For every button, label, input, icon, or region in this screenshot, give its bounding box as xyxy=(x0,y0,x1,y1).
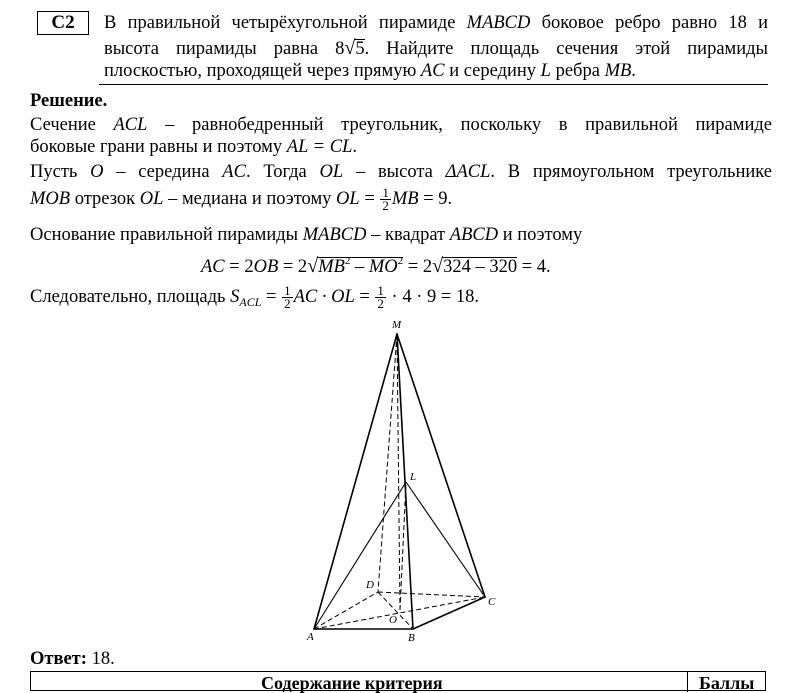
label-C: C xyxy=(488,596,496,608)
solution-heading: Решение. xyxy=(30,91,108,111)
answer: Ответ: 18. xyxy=(30,649,115,669)
median-OL-hidden xyxy=(400,482,406,610)
label-O: O xyxy=(389,614,397,626)
section-CL xyxy=(406,482,485,597)
task-line-3: плоскостью, проходящей через прямую AC и середину L ребра MB. xyxy=(104,61,636,81)
label-B: B xyxy=(408,632,415,644)
table-divider xyxy=(687,672,688,692)
edge-MC xyxy=(397,334,485,597)
label-L: L xyxy=(410,471,417,483)
task-number-badge: C2 xyxy=(37,11,89,35)
criteria-header: Содержание критерия xyxy=(261,673,443,693)
criteria-table xyxy=(30,671,766,691)
edge-DC-hidden xyxy=(378,592,485,597)
edge-MD-hidden xyxy=(378,334,397,592)
solution-p1-line1: Сечение ACL – равнобедренный треугольник, поскольку в правильной пирамиде xyxy=(30,115,772,135)
label-A: A xyxy=(307,631,314,643)
label-D: D xyxy=(366,579,374,591)
solution-equation: AC = $2OB = 2√MB^2 - MO^2 = 2√324 - 320 = 4$. xyxy=(201,255,551,277)
solution-p2-line1: Пусть O – середина AC. Тогда OL – высота ΔACL. В прямоугольном треугольнике xyxy=(30,162,773,182)
solution-p3: Основание правильной пирамиды MABCD – квадрат ABCD и поэтому xyxy=(30,225,583,245)
edge-MA xyxy=(314,334,397,629)
solution-p2-line2: MOB отрезок OL – медиана и поэтому OL = $\frac{1}{2}$ MB = 9. xyxy=(30,185,453,213)
solution-p1-line2: боковые грани равны и поэтому AL = CL. xyxy=(30,137,358,157)
edge-BC xyxy=(413,597,485,629)
points-header: Баллы xyxy=(699,673,755,693)
label-M: M xyxy=(392,319,402,331)
solution-p4: Следовательно, площадь $S_{ACL}$ = $\frac{1}{2}$ AC · OL = $\frac{1}{2}$ · 4 · 9 = 18. xyxy=(30,283,480,311)
task-line-1: В правильной четырёхугольной пирамиде MABCD боковое ребро равно 18 и xyxy=(104,13,768,33)
fraction-one-half: $\frac{1}{2}$ xyxy=(382,185,389,213)
task-line-2: высота пирамиды равна 8√5. Найдите площадь сечения этой пирамиды xyxy=(104,37,768,59)
